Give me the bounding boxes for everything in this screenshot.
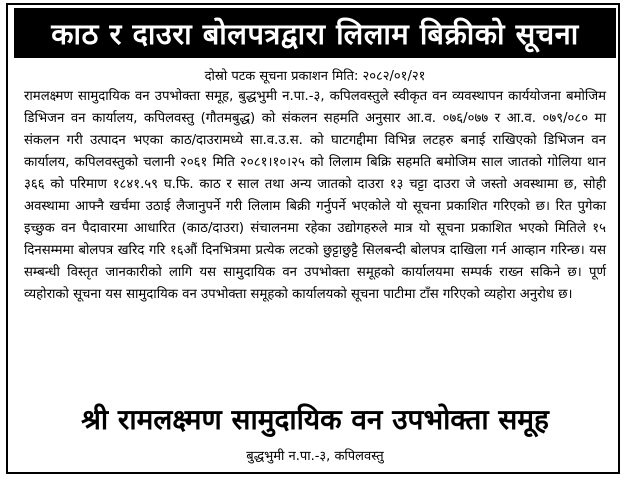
issuer-address: बुद्धभुमी न.पा.-३, कपिलवस्तु	[246, 449, 384, 464]
notice-title: काठ र दाउरा बोलपत्रद्वारा लिलाम बिक्रीको सूचना	[14, 8, 616, 58]
publication-date-line: दोस्रो पटक सूचना प्रकाशन मिति: २०८२/०१/२१	[204, 69, 426, 84]
notice-body: रामलक्ष्मण सामुदायिक वन उपभोक्ता समूह, बुद्धभुमी न.पा.-३, कपिलवस्तुले स्वीकृत वन व्यवस्थापन कार्ययोजना बमोजिम डिभिजन वन कार्यालय, कपिलवस्तु (गौतमबुद्ध) को संकलन सहमति अनुसार आ.व. ०७६/०७७ र आ.व. ०७९/०८० मा संकलन गरी उत्पादन भएका काठ/दाउरामध्ये सा.व.उ.स. को घाटगद्दीमा विभिन्न लटहरु बनाई राखिएको डिभिजन वन कार्यालय, कपिलवस्तुको चलानी २०६१ मिति २०८१।१०।२५ को लिलाम बिक्रि सहमति बमोजिम साल जातको गोलिया थान ३६६ को परिमाण १८४१.५९ घ.फि. काठ र साल तथा अन्य जातको दाउरा १३ चट्टा दाउरा जे जस्तो अवस्थामा छ, सोही अवस्थामा आफ्नै खर्चमा उठाई लैजानुपर्ने गरी लिलाम बिक्री गर्नुपर्ने भएकोले यो सूचना प्रकाशित गरिएको छ। रित पुगेका इच्छुक वन पैदावारमा आधारित (काठ/दाउरा) संचालनमा रहेका उद्योगहरुले मात्र यो सूचना प्रकाशित भएको मितिले १५ दिनसम्ममा बोलपत्र खरिद गरि १६औं दिनभित्रमा प्रत्येक लटको छुट्टाछुट्टै सिलबन्दी बोलपत्र दाखिला गर्न आव्हान गरिन्छ। यस सम्बन्धी विस्तृत जानकारीको लागि यस सामुदायिक वन उपभोक्ता समूहको कार्यालयमा सम्पर्क राख्न सकिने छ। पूर्ण व्यहोराको सूचना यस सामुदायिक वन उपभोक्ता समूहको कार्यालयको सूचना पाटीमा टाँस गरिएको व्यहोरा अनुरोध छ।	[24, 89, 606, 302]
issuer-name: श्री रामलक्ष्मण सामुदायिक वन उपभोक्ता समूह	[81, 403, 549, 436]
